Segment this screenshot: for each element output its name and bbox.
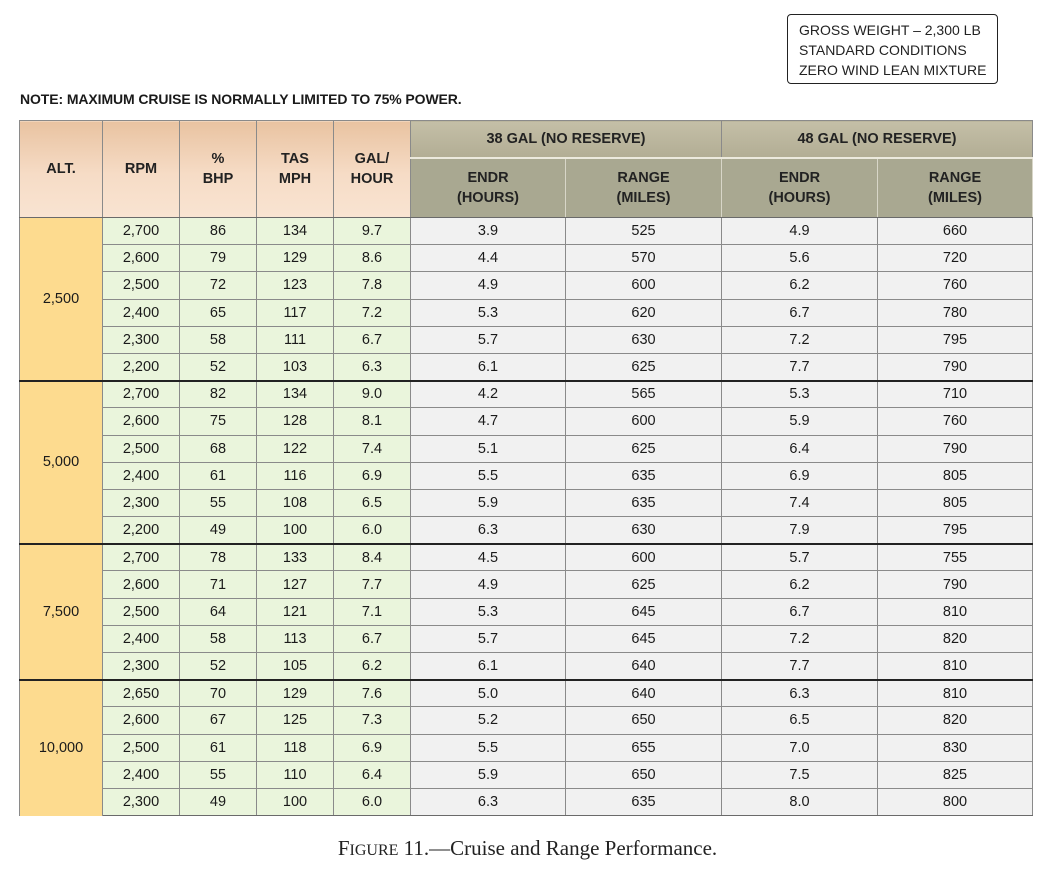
gal-hour-cell: 9.7 (334, 218, 411, 245)
rpm-cell: 2,650 (103, 680, 180, 707)
endr-38-cell: 4.5 (411, 544, 566, 571)
table-row (20, 381, 1033, 408)
range-38-cell: 600 (566, 408, 722, 435)
range-48-cell: 795 (878, 326, 1033, 353)
endr-38-cell: 6.1 (411, 653, 566, 680)
rpm-cell: 2,700 (103, 544, 180, 571)
rpm-cell: 2,400 (103, 462, 180, 489)
bhp-cell: 67 (180, 707, 257, 734)
rpm-cell: 2,300 (103, 326, 180, 353)
gal-hour-cell: 7.8 (334, 272, 411, 299)
endr-38-cell: 5.2 (411, 707, 566, 734)
range-38-cell: 525 (566, 218, 722, 245)
gal-hour-cell: 7.1 (334, 598, 411, 625)
header-48-gal: 48 GAL (NO RESERVE) (722, 121, 1033, 158)
gal-hour-cell: 6.4 (334, 761, 411, 788)
endr-48-cell: 7.9 (722, 517, 878, 544)
altitude-cell: 5,000 (20, 381, 103, 544)
tas-cell: 113 (257, 625, 334, 652)
range-48-cell: 755 (878, 544, 1033, 571)
bhp-cell: 65 (180, 299, 257, 326)
table-row (20, 353, 1033, 380)
endr-48-cell: 7.2 (722, 326, 878, 353)
figure-caption: FIGURE 11.—Cruise and Range Performance. (337, 836, 718, 860)
header-rpm: RPM (103, 121, 180, 218)
bhp-cell: 58 (180, 326, 257, 353)
rpm-cell: 2,700 (103, 218, 180, 245)
endr-38-cell: 5.5 (411, 462, 566, 489)
range-48-cell: 810 (878, 653, 1033, 680)
endr-38-cell: 5.3 (411, 598, 566, 625)
endr-38-cell: 5.9 (411, 761, 566, 788)
gal-hour-cell: 6.0 (334, 517, 411, 544)
tas-cell: 125 (257, 707, 334, 734)
table-row (20, 788, 1033, 815)
table-row (20, 625, 1033, 652)
range-48-cell: 810 (878, 680, 1033, 707)
endr-48-cell: 7.2 (722, 625, 878, 652)
endr-48-cell: 5.3 (722, 381, 878, 408)
gal-hour-cell: 7.6 (334, 680, 411, 707)
range-48-cell: 805 (878, 462, 1033, 489)
bhp-cell: 61 (180, 734, 257, 761)
endr-48-cell: 7.4 (722, 489, 878, 516)
range-38-cell: 650 (566, 707, 722, 734)
endr-48-cell: 6.5 (722, 707, 878, 734)
endr-48-cell: 8.0 (722, 788, 878, 815)
rpm-cell: 2,300 (103, 489, 180, 516)
gal-hour-cell: 7.7 (334, 571, 411, 598)
range-48-cell: 710 (878, 381, 1033, 408)
rpm-cell: 2,500 (103, 435, 180, 462)
bhp-cell: 49 (180, 788, 257, 815)
endr-38-cell: 4.4 (411, 245, 566, 272)
range-48-cell: 760 (878, 408, 1033, 435)
range-38-cell: 645 (566, 598, 722, 625)
range-48-cell: 720 (878, 245, 1033, 272)
header-38-range: RANGE (MILES) (566, 158, 722, 218)
range-38-cell: 645 (566, 625, 722, 652)
range-48-cell: 805 (878, 489, 1033, 516)
rpm-cell: 2,400 (103, 299, 180, 326)
table-row (20, 517, 1033, 544)
table-row (20, 571, 1033, 598)
rpm-cell: 2,200 (103, 353, 180, 380)
gal-hour-cell: 6.0 (334, 788, 411, 815)
gal-hour-cell: 8.1 (334, 408, 411, 435)
range-38-cell: 600 (566, 544, 722, 571)
tas-cell: 117 (257, 299, 334, 326)
range-38-cell: 635 (566, 788, 722, 815)
endr-48-cell: 6.7 (722, 598, 878, 625)
bhp-cell: 82 (180, 381, 257, 408)
rpm-cell: 2,600 (103, 408, 180, 435)
tas-cell: 103 (257, 353, 334, 380)
bhp-cell: 58 (180, 625, 257, 652)
range-38-cell: 600 (566, 272, 722, 299)
header-alt: ALT. (20, 121, 103, 218)
rpm-cell: 2,300 (103, 788, 180, 815)
bhp-cell: 79 (180, 245, 257, 272)
range-48-cell: 660 (878, 218, 1033, 245)
endr-38-cell: 3.9 (411, 218, 566, 245)
bhp-cell: 71 (180, 571, 257, 598)
range-38-cell: 570 (566, 245, 722, 272)
range-38-cell: 565 (566, 381, 722, 408)
table-row (20, 544, 1033, 571)
range-48-cell: 810 (878, 598, 1033, 625)
endr-48-cell: 5.9 (722, 408, 878, 435)
range-38-cell: 635 (566, 462, 722, 489)
rpm-cell: 2,500 (103, 272, 180, 299)
range-48-cell: 790 (878, 435, 1033, 462)
tas-cell: 100 (257, 788, 334, 815)
gal-hour-cell: 6.9 (334, 462, 411, 489)
range-38-cell: 625 (566, 353, 722, 380)
range-38-cell: 640 (566, 653, 722, 680)
table-row (20, 707, 1033, 734)
gal-hour-cell: 8.6 (334, 245, 411, 272)
header-38-gal: 38 GAL (NO RESERVE) (411, 121, 722, 158)
gal-hour-cell: 6.7 (334, 326, 411, 353)
endr-48-cell: 7.7 (722, 653, 878, 680)
rpm-cell: 2,300 (103, 653, 180, 680)
range-38-cell: 635 (566, 489, 722, 516)
endr-38-cell: 5.7 (411, 625, 566, 652)
tas-cell: 100 (257, 517, 334, 544)
endr-48-cell: 6.2 (722, 571, 878, 598)
endr-48-cell: 6.9 (722, 462, 878, 489)
tas-cell: 129 (257, 680, 334, 707)
header-tas: TAS MPH (257, 121, 334, 218)
table-row (20, 408, 1033, 435)
table-row (20, 653, 1033, 680)
tas-cell: 116 (257, 462, 334, 489)
endr-38-cell: 5.5 (411, 734, 566, 761)
altitude-cell: 10,000 (20, 680, 103, 816)
endr-38-cell: 5.9 (411, 489, 566, 516)
range-48-cell: 825 (878, 761, 1033, 788)
endr-38-cell: 6.1 (411, 353, 566, 380)
bhp-cell: 68 (180, 435, 257, 462)
table-row (20, 462, 1033, 489)
endr-38-cell: 5.7 (411, 326, 566, 353)
bhp-cell: 52 (180, 353, 257, 380)
range-38-cell: 625 (566, 571, 722, 598)
table-row (20, 680, 1033, 707)
range-38-cell: 640 (566, 680, 722, 707)
bhp-cell: 75 (180, 408, 257, 435)
tas-cell: 133 (257, 544, 334, 571)
table-row (20, 489, 1033, 516)
endr-38-cell: 6.3 (411, 517, 566, 544)
rpm-cell: 2,600 (103, 245, 180, 272)
range-48-cell: 790 (878, 353, 1033, 380)
endr-48-cell: 6.7 (722, 299, 878, 326)
range-38-cell: 655 (566, 734, 722, 761)
header-48-range: RANGE (MILES) (878, 158, 1033, 218)
bhp-cell: 86 (180, 218, 257, 245)
rpm-cell: 2,500 (103, 598, 180, 625)
tas-cell: 122 (257, 435, 334, 462)
bhp-cell: 78 (180, 544, 257, 571)
endr-38-cell: 5.3 (411, 299, 566, 326)
endr-38-cell: 6.3 (411, 788, 566, 815)
range-48-cell: 780 (878, 299, 1033, 326)
gal-hour-cell: 8.4 (334, 544, 411, 571)
max-cruise-note: NOTE: MAXIMUM CRUISE IS NORMALLY LIMITED TO 75% POWER. (20, 91, 462, 107)
bhp-cell: 55 (180, 489, 257, 516)
range-48-cell: 795 (878, 517, 1033, 544)
tas-cell: 128 (257, 408, 334, 435)
tas-cell: 110 (257, 761, 334, 788)
condition-standard: STANDARD CONDITIONS (799, 42, 967, 58)
endr-48-cell: 7.5 (722, 761, 878, 788)
bhp-cell: 49 (180, 517, 257, 544)
altitude-cell: 2,500 (20, 218, 103, 381)
gal-hour-cell: 6.9 (334, 734, 411, 761)
range-38-cell: 630 (566, 326, 722, 353)
endr-48-cell: 6.2 (722, 272, 878, 299)
endr-48-cell: 5.6 (722, 245, 878, 272)
rpm-cell: 2,500 (103, 734, 180, 761)
gal-hour-cell: 7.2 (334, 299, 411, 326)
endr-38-cell: 4.9 (411, 272, 566, 299)
tas-cell: 121 (257, 598, 334, 625)
header-gal-hour: GAL/ HOUR (334, 121, 411, 218)
rpm-cell: 2,400 (103, 761, 180, 788)
bhp-cell: 72 (180, 272, 257, 299)
endr-38-cell: 4.7 (411, 408, 566, 435)
table-row (20, 299, 1033, 326)
rpm-cell: 2,600 (103, 571, 180, 598)
table-row (20, 598, 1033, 625)
gal-hour-cell: 6.2 (334, 653, 411, 680)
bhp-cell: 70 (180, 680, 257, 707)
header-48-endr: ENDR (HOURS) (722, 158, 878, 218)
endr-38-cell: 5.1 (411, 435, 566, 462)
range-48-cell: 760 (878, 272, 1033, 299)
gal-hour-cell: 7.3 (334, 707, 411, 734)
tas-cell: 123 (257, 272, 334, 299)
altitude-cell: 7,500 (20, 544, 103, 680)
tas-cell: 127 (257, 571, 334, 598)
gal-hour-cell: 9.0 (334, 381, 411, 408)
gal-hour-cell: 7.4 (334, 435, 411, 462)
condition-wind-mixture: ZERO WIND LEAN MIXTURE (799, 62, 987, 78)
bhp-cell: 61 (180, 462, 257, 489)
rpm-cell: 2,600 (103, 707, 180, 734)
range-38-cell: 650 (566, 761, 722, 788)
tas-cell: 105 (257, 653, 334, 680)
header-bhp: % BHP (180, 121, 257, 218)
cruise-range-table (19, 120, 1033, 816)
table-row (20, 218, 1033, 245)
table-row (20, 272, 1033, 299)
endr-38-cell: 5.0 (411, 680, 566, 707)
condition-weight: GROSS WEIGHT – 2,300 LB (799, 22, 981, 38)
table-row (20, 245, 1033, 272)
conditions-box (787, 14, 998, 84)
gal-hour-cell: 6.7 (334, 625, 411, 652)
endr-38-cell: 4.9 (411, 571, 566, 598)
tas-cell: 111 (257, 326, 334, 353)
endr-48-cell: 4.9 (722, 218, 878, 245)
range-48-cell: 820 (878, 625, 1033, 652)
range-38-cell: 630 (566, 517, 722, 544)
bhp-cell: 52 (180, 653, 257, 680)
range-48-cell: 790 (878, 571, 1033, 598)
table-body (20, 218, 1033, 816)
tas-cell: 108 (257, 489, 334, 516)
range-38-cell: 620 (566, 299, 722, 326)
endr-48-cell: 7.7 (722, 353, 878, 380)
bhp-cell: 64 (180, 598, 257, 625)
tas-cell: 134 (257, 381, 334, 408)
bhp-cell: 55 (180, 761, 257, 788)
table-row (20, 734, 1033, 761)
endr-38-cell: 4.2 (411, 381, 566, 408)
range-48-cell: 800 (878, 788, 1033, 815)
range-38-cell: 625 (566, 435, 722, 462)
tas-cell: 118 (257, 734, 334, 761)
range-48-cell: 820 (878, 707, 1033, 734)
endr-48-cell: 6.3 (722, 680, 878, 707)
endr-48-cell: 5.7 (722, 544, 878, 571)
rpm-cell: 2,400 (103, 625, 180, 652)
header-38-endr: ENDR (HOURS) (411, 158, 566, 218)
range-48-cell: 830 (878, 734, 1033, 761)
endr-48-cell: 6.4 (722, 435, 878, 462)
table-row (20, 326, 1033, 353)
gal-hour-cell: 6.5 (334, 489, 411, 516)
tas-cell: 129 (257, 245, 334, 272)
endr-48-cell: 7.0 (722, 734, 878, 761)
table-row (20, 435, 1033, 462)
rpm-cell: 2,700 (103, 381, 180, 408)
tas-cell: 134 (257, 218, 334, 245)
gal-hour-cell: 6.3 (334, 353, 411, 380)
table-row (20, 761, 1033, 788)
rpm-cell: 2,200 (103, 517, 180, 544)
